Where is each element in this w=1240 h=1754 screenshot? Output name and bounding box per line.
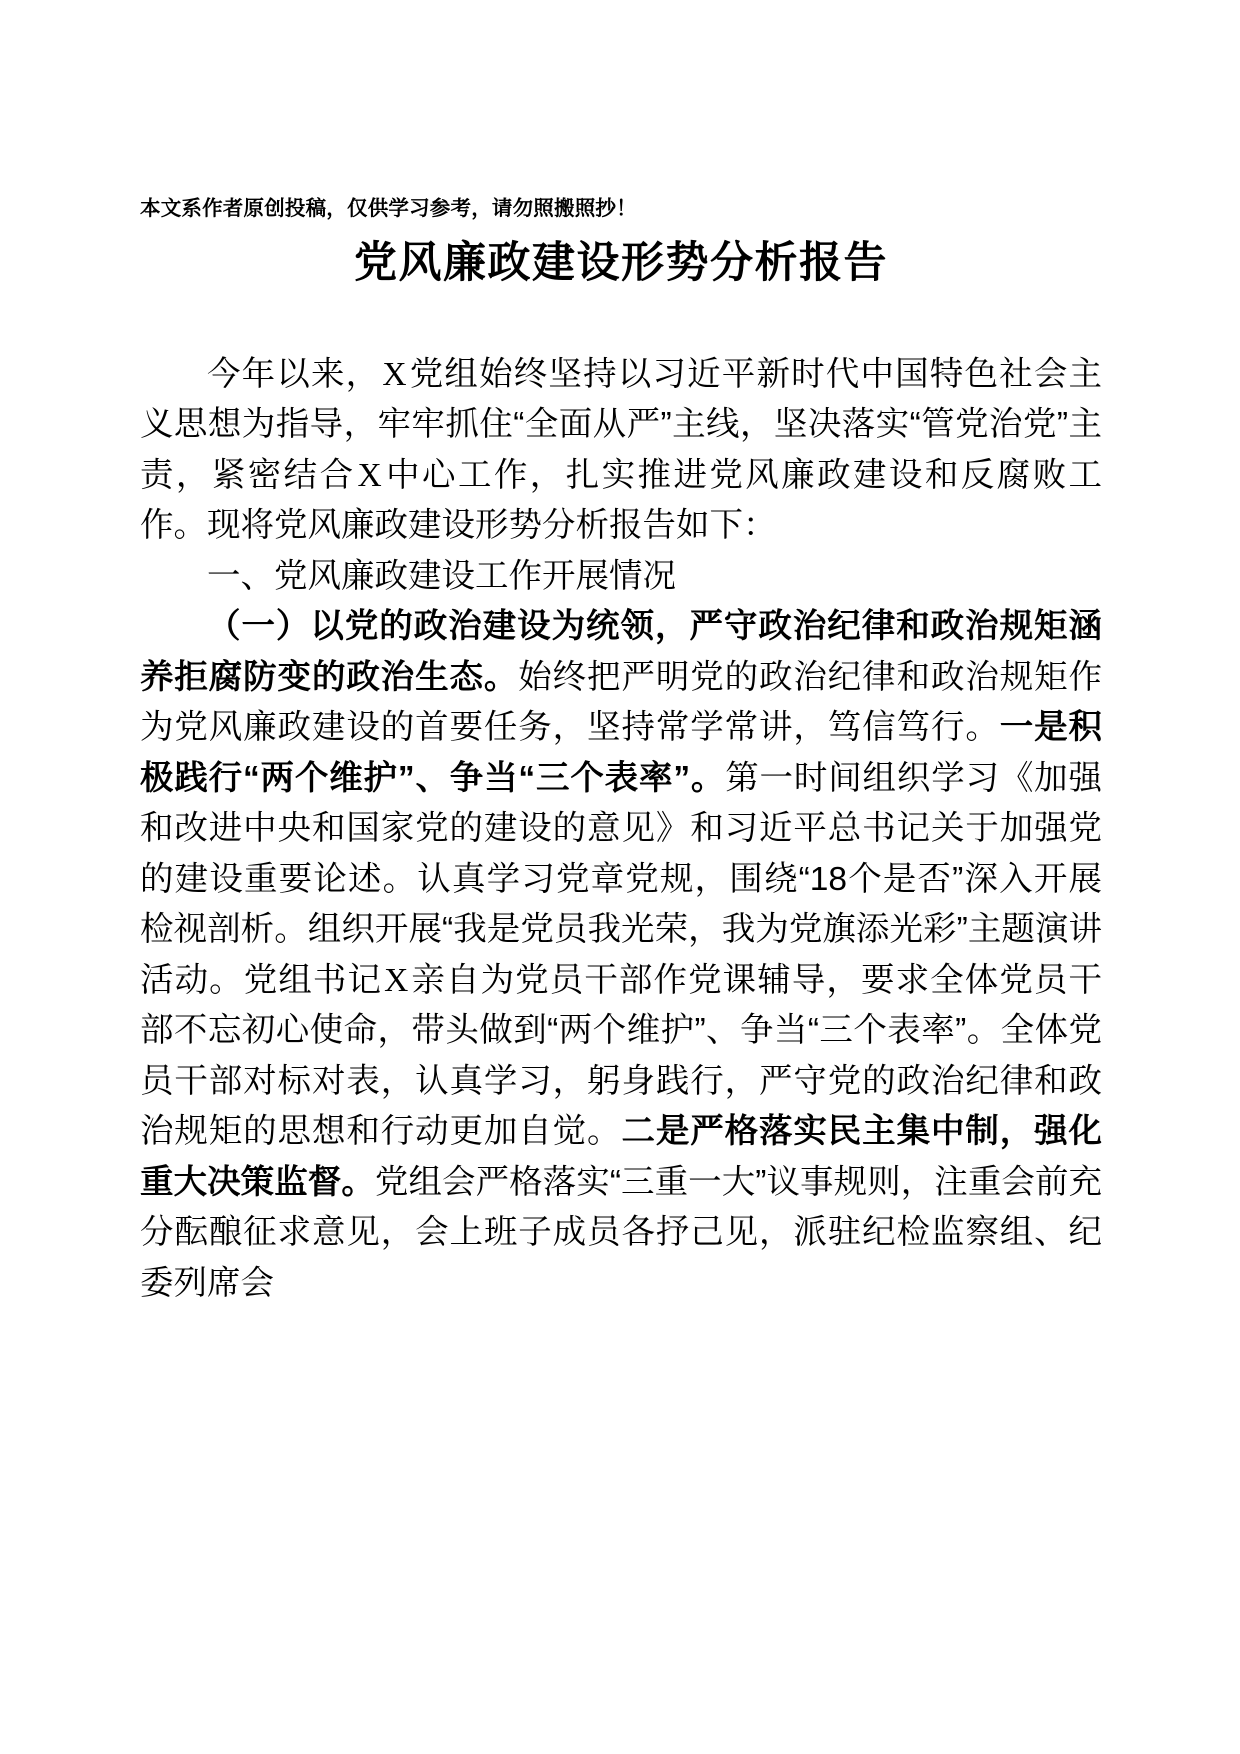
text-run: 党组始终坚持以习近平新时代中国特色社会主义思想为指导，牢牢抓住“全面从严”主线，坚决落实“管党治党”主责，紧密结合: [140, 355, 1102, 494]
text-run-bold: 一是积极践行“两个维护”、争当“三个表率”。: [140, 709, 1103, 797]
text-run: 第一时间组织学习《加强和改进中央和国家党的建设的意见》和习近平总书记关于加强党的建设重要论述。认真学习党章党规，围绕“18: [140, 759, 1103, 898]
text-run: 中心工作，扎实推进党风廉政建设和反腐败工作。现将党风廉政建设形势分析报告如下：: [140, 456, 1103, 545]
text-run: 个是否”深入开展检视剖析。组织开展“我是党员我光荣，我为党旗添光彩”主题演讲活动。党组书记: [140, 860, 1102, 999]
text-run: 一、党风廉政建设工作开展情况: [207, 557, 676, 595]
disclaimer-notice: 本文系作者原创投稿，仅供学习参考，请勿照搬照抄！: [140, 197, 637, 220]
text-run: 始终把严明党的政治纪律和政治规矩作为党风廉政建设的首要任务，坚持常学常讲，笃信笃行。: [140, 658, 1103, 747]
text-run: X: [382, 355, 407, 393]
text-run: 党组会严格落实“三重一大”议事规则，注重会前充分酝酿征求意见，会上班子成员各抒己见，派驻纪检监察组、纪委列席会: [140, 1163, 1103, 1302]
text-run-bold: （一）以党的政治建设为统领，严守政治纪律和政治规矩涵养拒腐防变的政治生态。: [140, 608, 1102, 696]
text-run: 亲自为党员干部作党课辅导，要求全体党员干部不忘初心使命，带头做到“两个维护”、争当“三个表率”。全体党员干部对标对表，认真学习，躬身践行，严守党的政治纪律和政治规矩的思想和行动更加自觉。: [140, 961, 1103, 1151]
text-run: X: [384, 961, 409, 999]
text-run: X: [357, 456, 382, 494]
paragraph-section-one-heading: [140, 552, 1102, 603]
document-content: [140, 196, 1102, 1309]
body-paragraphs: [140, 350, 1102, 1310]
text-run-bold: 二是严格落实民主集中制，强化重大决策监督。: [140, 1113, 1103, 1201]
document-title: 党风廉政建设形势分析报告: [354, 238, 888, 287]
paragraph-intro: [140, 350, 1102, 552]
text-run: 今年以来，: [207, 355, 381, 393]
paragraph-subsection-one: [140, 602, 1102, 1309]
